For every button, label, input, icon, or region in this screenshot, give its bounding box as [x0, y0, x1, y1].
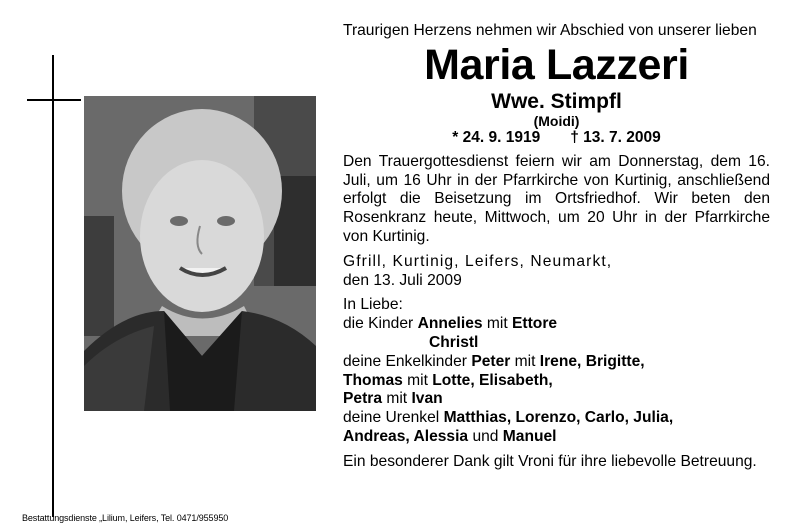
funeral-service-credit: Bestattungsdienste „Lilium, Leifers, Tel. 0471/955950	[22, 513, 229, 523]
with-word: mit	[510, 352, 540, 370]
child-name: Christl	[429, 333, 479, 351]
thanks-text: Ein besonderer Dank gilt Vroni für ihre liebevolle Betreuung.	[343, 452, 757, 470]
great-grandchildren-line-1	[343, 409, 770, 428]
grandchild-name: Petra	[343, 390, 383, 408]
grandchild-partners: Lotte, Elisabeth,	[432, 371, 553, 389]
life-dates	[343, 129, 770, 147]
grandchildren-line-1	[343, 353, 770, 372]
children-prefix: die Kinder	[343, 315, 418, 333]
with-word: mit	[382, 390, 412, 408]
great-grandchildren-names: Andreas, Alessia	[343, 427, 469, 445]
death-date: † 13. 7. 2009	[570, 128, 661, 146]
cross-horizontal-bar	[27, 99, 81, 101]
deceased-name: Maria Lazzeri	[424, 40, 689, 89]
and-word: und	[468, 427, 503, 445]
grandchildren-line-3	[343, 390, 770, 409]
nickname: (Moidi)	[533, 112, 580, 129]
grandchild-name: Thomas	[343, 371, 403, 389]
with-word: mit	[482, 315, 513, 333]
grandchildren-prefix: deine Enkelkinder	[343, 352, 472, 370]
children-line-2	[343, 334, 770, 353]
child-partner-name: Ettore	[512, 315, 558, 333]
child-name: Annelies	[417, 315, 483, 333]
portrait-photo	[84, 96, 316, 411]
service-info: Den Trauergottesdienst feiern wir am Donnerstag, dem 16. Juli, um 16 Uhr in der Pfarrkirche von Kurtinig, anschließend erfolgt die Beisetzung im Ortsfriedhof. Wir beten den Rosenkranz heute, Mittwoch, um 20 Uhr in der Pfarrkirche von Kurtinig.	[343, 152, 770, 245]
great-grandchildren-prefix: deine Urenkel	[343, 409, 444, 427]
date-line: den 13. Juli 2009	[343, 271, 462, 289]
in-love-label: In Liebe:	[343, 296, 403, 314]
intro-text: Traurigen Herzens nehmen wir Abschied von unserer lieben	[343, 22, 757, 39]
great-grandchildren-line-2	[343, 428, 770, 447]
places-line: Gfrill, Kurtinig, Leifers, Neumarkt,	[343, 252, 613, 270]
grandchildren-line-2	[343, 372, 770, 391]
grandchild-partners: Irene, Brigitte,	[539, 352, 645, 370]
children-line	[343, 315, 770, 334]
obituary-text	[343, 22, 770, 472]
cross-vertical-bar	[52, 55, 54, 517]
great-grandchildren-names: Matthias, Lorenzo, Carlo, Julia,	[443, 409, 674, 427]
with-word: mit	[402, 371, 433, 389]
widow-of: Wwe. Stimpfl	[491, 89, 622, 113]
great-grandchild-name: Manuel	[502, 427, 557, 445]
grandchild-name: Peter	[471, 352, 511, 370]
birth-date: * 24. 9. 1919	[452, 128, 541, 146]
grandchild-partner: Ivan	[411, 390, 443, 408]
